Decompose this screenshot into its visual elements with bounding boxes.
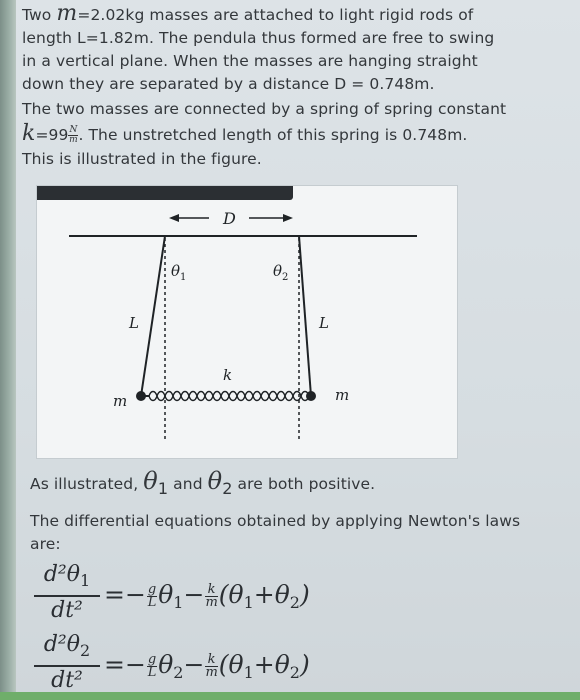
eq1-minus: − [183, 580, 205, 609]
eq1-rhs [104, 580, 310, 612]
eq1-m: m [205, 595, 218, 610]
eq1-theta-c: θ [274, 580, 290, 609]
eq2-minus: − [183, 650, 205, 679]
eq1-k-over-m [205, 584, 217, 609]
illustrated-pre: As illustrated, [30, 475, 139, 493]
theta1-inline-sub: 1 [157, 479, 169, 498]
eq1-k: k [205, 584, 217, 597]
spring-unit-numerator: N [69, 125, 78, 135]
right-length-label: L [319, 314, 329, 332]
mass-symbol: m [56, 1, 78, 26]
eq1-theta-b: θ [228, 580, 244, 609]
problem-line-1 [22, 2, 572, 27]
left-mass-label: m [113, 392, 128, 410]
left-edge-strip [0, 0, 16, 700]
eq1-equals-minus: =− [104, 580, 146, 609]
eq2-theta-b: θ [228, 650, 244, 679]
right-rod [299, 236, 311, 396]
eq2-theta-c: θ [274, 650, 290, 679]
pendulum-figure [36, 185, 458, 459]
illustrated-and: and [173, 475, 203, 493]
problem-paragraph-1 [22, 2, 572, 96]
theta2-label [273, 262, 288, 283]
pendulum-diagram [37, 186, 457, 458]
eq2-paren-close: ) [299, 650, 310, 679]
eq2-g: g [147, 652, 157, 667]
eq1-lhs-num-sub: 1 [79, 571, 91, 590]
theta2-subscript: 2 [282, 272, 289, 283]
illustrated-line [30, 467, 570, 500]
spring-line-1: The two masses are connected by a spring of spring constant [22, 100, 507, 118]
diffeq-intro [30, 510, 575, 556]
problem-line-1-post: =2.02kg masses are attached to light rigid rods of [77, 6, 474, 24]
eq1-lhs-numerator [34, 563, 100, 593]
eq2-lhs-fraction [34, 633, 100, 693]
eq1-theta-a-sub: 1 [173, 593, 184, 612]
spring-constant-value: =99 [35, 126, 69, 144]
problem-line-1-pre: Two [22, 6, 52, 24]
left-rod [141, 236, 165, 396]
spring-line-2-post: . The unstretched length of this spring is 0.748m. [78, 126, 468, 144]
d-arrow-right-head [283, 214, 293, 222]
diffeq-intro-line-2: are: [30, 535, 61, 553]
eq1-lhs-fraction [34, 563, 100, 623]
eq2-m: m [205, 665, 218, 680]
eq2-theta-b-sub: 1 [243, 663, 254, 682]
left-mass [136, 391, 146, 401]
theta2-inline: θ [207, 467, 223, 495]
problem-paragraph-2 [22, 98, 577, 171]
eq1-g: g [147, 582, 157, 597]
right-mass-label: m [335, 386, 350, 404]
eq1-paren-close: ) [299, 580, 310, 609]
illustrated-post: are both positive. [237, 475, 376, 493]
problem-line-2: length L=1.82m. The pendula thus formed are free to swing [22, 29, 495, 47]
eq1-theta-c-sub: 2 [289, 593, 300, 612]
theta2-inline-sub: 2 [222, 479, 233, 498]
eq2-k: k [205, 654, 217, 667]
eq2-theta-a: θ [158, 650, 174, 679]
problem-line-3: in a vertical plane. When the masses are hanging straight [22, 52, 478, 70]
d-arrow-left-head [169, 214, 179, 222]
eq2-g-over-L [147, 654, 157, 679]
eq2-theta-c-sub: 2 [289, 663, 300, 682]
eq2-k-over-m [205, 654, 217, 679]
theta1-subscript: 1 [180, 272, 187, 283]
eq2-equals-minus: =− [104, 650, 146, 679]
eq1-theta-a: θ [158, 580, 174, 609]
theta2-symbol: θ [273, 262, 283, 280]
eq1-lhs-num-text: d²θ [43, 562, 80, 587]
figure-intro-line: This is illustrated in the figure. [22, 150, 262, 168]
eq2-fraction-bar [34, 665, 100, 667]
eq1-lhs-denominator: dt² [51, 597, 83, 623]
eq1-fraction-bar [34, 595, 100, 597]
eq2-lhs-numerator [34, 633, 100, 663]
eq1-g-over-L [147, 584, 157, 609]
right-mass [306, 391, 316, 401]
eq1-L: L [147, 595, 157, 610]
spring-unit-denominator: m [69, 135, 78, 145]
spring-unit-fraction [68, 126, 78, 145]
eq2-theta-a-sub: 2 [173, 663, 184, 682]
eq2-lhs-num-text: d²θ [43, 632, 80, 657]
d-label: D [223, 209, 236, 228]
eq2-lhs-num-sub: 2 [79, 641, 91, 660]
bottom-edge-strip [0, 692, 580, 700]
left-length-label: L [129, 314, 139, 332]
spring-label: k [223, 366, 233, 384]
eq2-paren-open: ( [218, 650, 229, 679]
eq1-theta-b-sub: 1 [243, 593, 254, 612]
theta1-symbol: θ [171, 262, 181, 280]
eq1-plus: + [253, 580, 275, 609]
theta1-label [171, 262, 186, 283]
eq1-paren-open: ( [218, 580, 229, 609]
spring-line-2 [22, 122, 577, 147]
spring-constant-symbol: k [22, 121, 36, 146]
spring-coil [143, 392, 309, 401]
eq2-plus: + [253, 650, 275, 679]
eq2-rhs [104, 650, 310, 682]
diffeq-intro-line-1: The differential equations obtained by applying Newton's laws [30, 512, 521, 530]
theta1-inline: θ [143, 467, 158, 495]
eq2-lhs-denominator: dt² [51, 667, 83, 693]
problem-line-4: down they are separated by a distance D = 0.748m. [22, 75, 435, 93]
eq2-L: L [147, 665, 157, 680]
